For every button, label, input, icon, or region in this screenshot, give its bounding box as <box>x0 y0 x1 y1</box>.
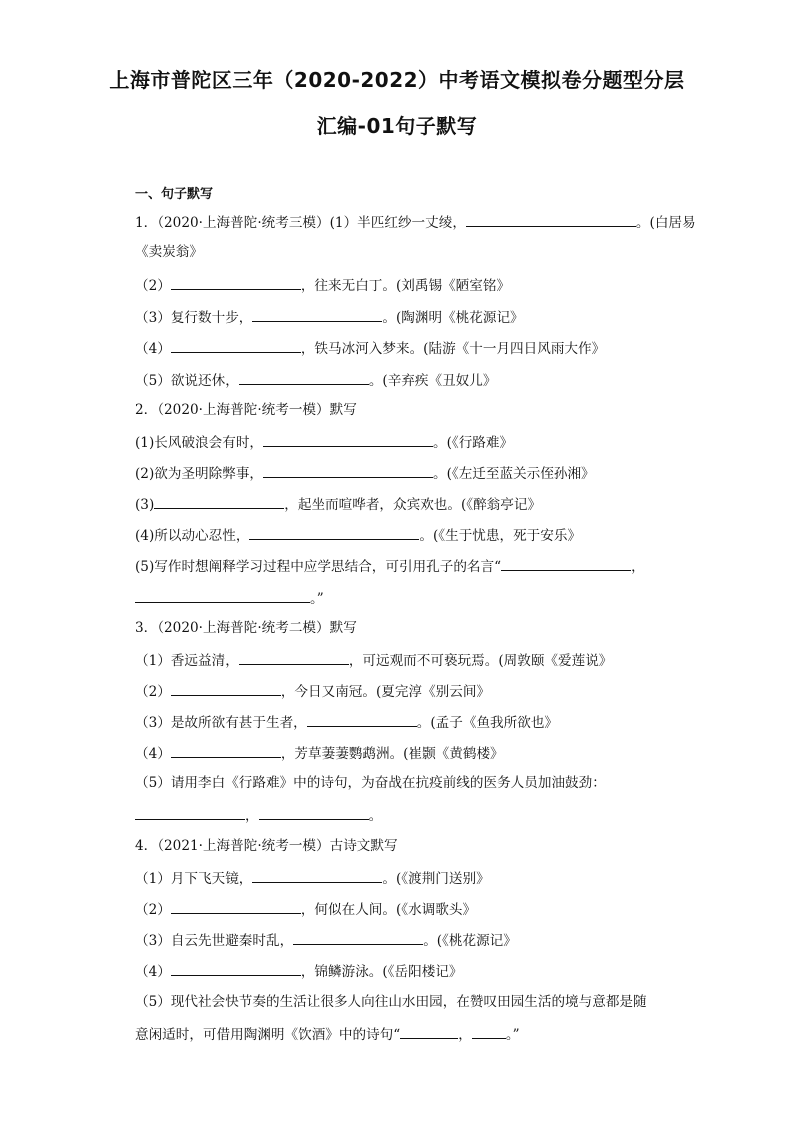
item-text: ，何似在人间。(《水调歌头》 <box>300 902 477 918</box>
item-source: 。(陶渊明《桃花源记》 <box>382 310 524 326</box>
item-text: (5)写作时想阐释学习过程中应学思结合，可引用孔子的名言“ <box>135 559 502 575</box>
item-text: 。” <box>310 591 324 607</box>
q1-head-text: 1．（2020·上海普陀·统考三模）(1）半匹红纱一丈绫， <box>135 215 466 231</box>
answer-blank[interactable] <box>135 805 245 820</box>
item-text: ， <box>245 808 259 824</box>
q4-item-4 <box>135 961 462 981</box>
answer-blank[interactable] <box>307 712 417 727</box>
q4-item-5-cont <box>135 1024 520 1044</box>
q4-item-3 <box>135 930 517 950</box>
q2-item-4 <box>135 525 581 545</box>
item-source: 。(《渡荆门送别》 <box>382 871 490 887</box>
answer-blank[interactable] <box>239 370 369 385</box>
item-text: （1）香远益清， <box>135 653 239 669</box>
answer-blank[interactable] <box>263 463 433 478</box>
answer-blank[interactable] <box>171 743 281 758</box>
q3-head: 3．（2020·上海普陀·统考二模）默写 <box>135 620 357 636</box>
item-text: ， <box>458 1027 472 1043</box>
item-text: (1)长风破浪会有时， <box>135 435 264 451</box>
item-text: ，芳草萋萋鹦鹉洲。(崔颢《黄鹤楼》 <box>280 746 504 762</box>
item-source: 。(《左迁至蓝关示侄孙湘》 <box>433 466 595 482</box>
item-label: (3) <box>135 497 155 513</box>
q1-head <box>135 212 696 232</box>
document-title-line2: 汇编-01句子默写 <box>316 114 478 138</box>
item-source: 。(辛弃疾《丑奴儿》 <box>368 373 497 389</box>
item-label: （4） <box>135 746 171 762</box>
item-text: （3）复行数十步， <box>135 310 253 326</box>
item-label: （4） <box>135 341 171 357</box>
item-source: 。(《生于忧患，死于安乐》 <box>419 528 582 544</box>
answer-blank[interactable] <box>466 212 636 227</box>
q3-item-4 <box>135 743 504 763</box>
q1-item-2 <box>135 275 510 295</box>
document-title-line1: 上海市普陀区三年（2020-2022）中考语文模拟卷分题型分层 <box>109 68 685 92</box>
q2-item-5 <box>135 556 645 576</box>
item-text: ，锦鳞游泳。(《岳阳楼记》 <box>300 964 463 980</box>
item-text: 。 <box>368 808 383 824</box>
answer-blank[interactable] <box>263 432 433 447</box>
answer-blank[interactable] <box>293 930 423 945</box>
item-source: 。(孟子《鱼我所欲也》 <box>416 715 559 731</box>
q1-item-5 <box>135 370 496 390</box>
item-text: ， <box>631 559 645 575</box>
answer-blank[interactable] <box>171 899 301 914</box>
answer-blank[interactable] <box>249 525 419 540</box>
item-text: 意闲适时，可借用陶渊明《饮酒》中的诗句“ <box>135 1027 401 1043</box>
q1-item-3 <box>135 307 524 327</box>
q3-item-3 <box>135 712 558 732</box>
answer-blank[interactable] <box>472 1024 506 1039</box>
q1-item-4 <box>135 338 605 358</box>
item-text: (4)所以动心忍性， <box>135 528 250 544</box>
q4-item-1 <box>135 868 490 888</box>
q2-item-3 <box>135 494 541 514</box>
item-text: ，起坐而喧哗者，众宾欢也。(《醉翁亭记》 <box>284 497 542 513</box>
q3-item-5-cont <box>135 805 382 825</box>
item-text: （3）自云先世避秦时乱， <box>135 933 294 949</box>
answer-blank[interactable] <box>252 868 382 883</box>
item-text: 。” <box>505 1027 520 1043</box>
answer-blank[interactable] <box>171 961 301 976</box>
section-heading: 一、句子默写 <box>135 187 214 202</box>
item-text: (2)欲为圣明除弊事， <box>135 466 264 482</box>
q3-item-1 <box>135 650 612 670</box>
item-label: （2） <box>135 684 171 700</box>
item-text: ，今日又南冠。(夏完淳《别云间》 <box>280 684 491 700</box>
answer-blank[interactable] <box>239 650 349 665</box>
q2-item-5-cont <box>135 588 324 608</box>
q2-item-1 <box>135 432 513 452</box>
q4-item-5: （5）现代社会快节奏的生活让很多人向往山水田园，在赞叹田园生活的境与意都是随 <box>135 994 647 1010</box>
item-label: （4） <box>135 964 171 980</box>
answer-blank[interactable] <box>259 805 369 820</box>
answer-blank[interactable] <box>171 275 301 290</box>
item-text: ，铁马冰河入梦来。(陆游《十一月四日风雨大作》 <box>300 341 606 357</box>
item-text: ，往来无白丁。(刘禹锡《陋室铭》 <box>300 278 511 294</box>
item-source: 。(《行路难》 <box>433 435 514 451</box>
item-label: （2） <box>135 902 171 918</box>
answer-blank[interactable] <box>154 494 284 509</box>
q2-head: 2．（2020·上海普陀·统考一模）默写 <box>135 402 357 418</box>
answer-blank[interactable] <box>501 556 631 571</box>
item-text: （5）欲说还休， <box>135 373 239 389</box>
item-text: （1）月下飞天镜， <box>135 871 253 887</box>
answer-blank[interactable] <box>171 681 281 696</box>
q1-head-cont: 《卖炭翁》 <box>135 244 203 260</box>
item-text: ，可远观而不可亵玩焉。(周敦颐《爱莲说》 <box>348 653 613 669</box>
q3-item-2 <box>135 681 490 701</box>
q4-item-2 <box>135 899 476 919</box>
q1-head-source: 。(白居易 <box>635 215 696 231</box>
answer-blank[interactable] <box>400 1024 458 1039</box>
q2-item-2 <box>135 463 595 483</box>
item-source: 。(《桃花源记》 <box>423 933 517 949</box>
answer-blank[interactable] <box>135 588 310 603</box>
q4-head: 4．（2021·上海普陀·统考一模）古诗文默写 <box>135 838 398 854</box>
item-text: （3）是故所欲有甚于生者， <box>135 715 307 731</box>
answer-blank[interactable] <box>252 307 382 322</box>
answer-blank[interactable] <box>171 338 301 353</box>
item-label: （2） <box>135 278 171 294</box>
q3-item-5: （5）请用李白《行路难》中的诗句，为奋战在抗疫前线的医务人员加油鼓劲： <box>135 775 606 791</box>
